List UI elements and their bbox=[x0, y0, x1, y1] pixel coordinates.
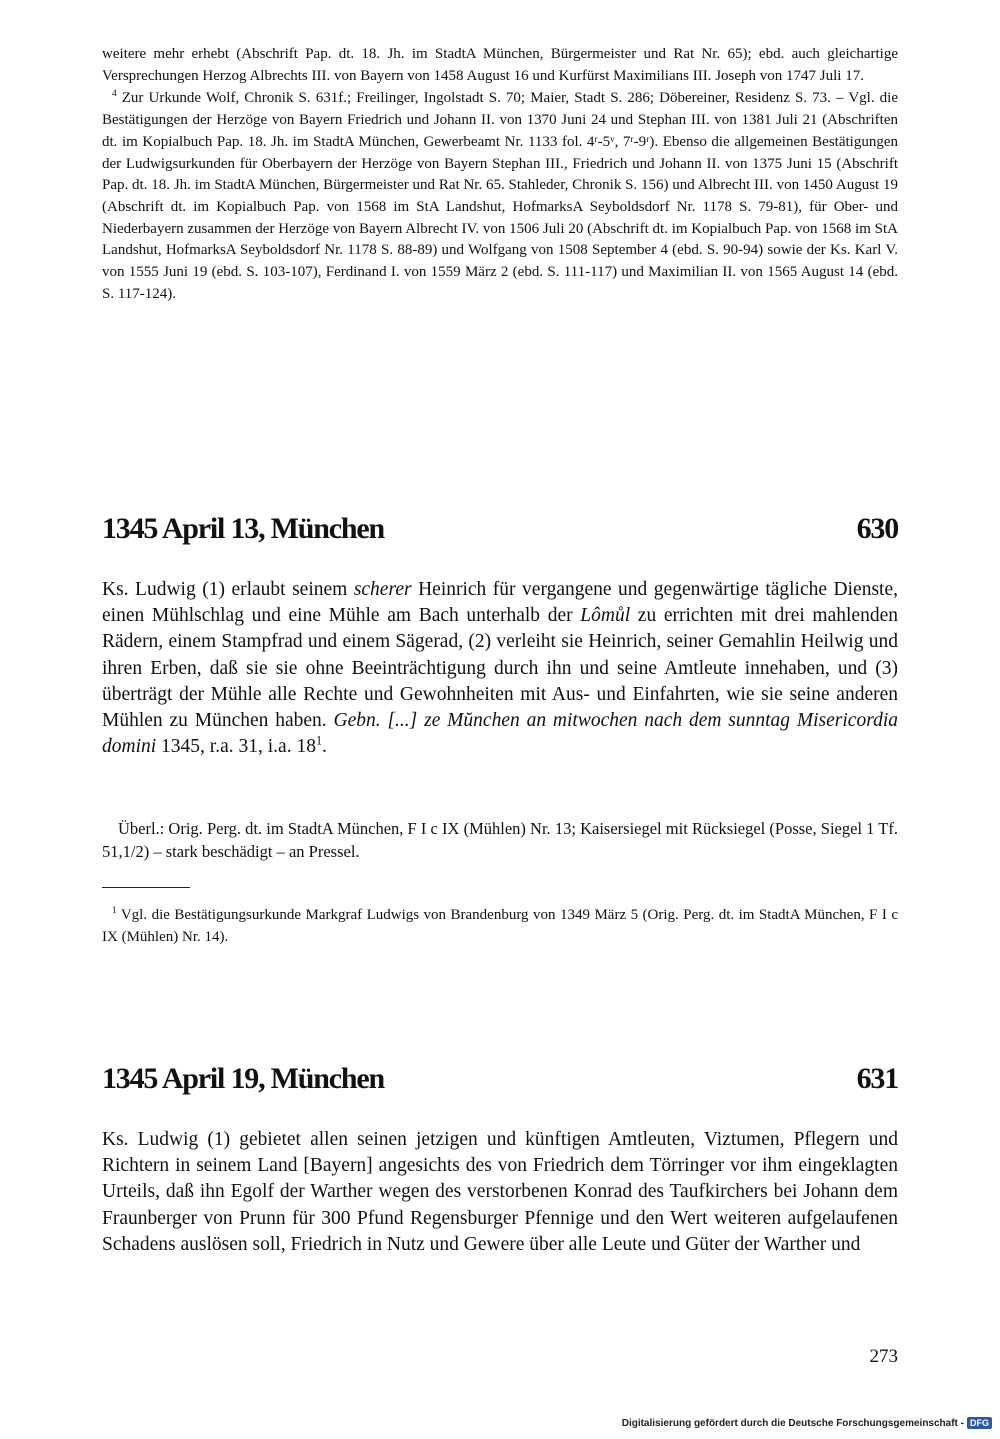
regest-text: 1345, r.a. 31, i.a. 18 bbox=[156, 736, 316, 758]
regest-text: Ks. Ludwig (1) erlaubt seinem bbox=[102, 579, 354, 600]
footnote-reference-1: 1 bbox=[315, 733, 322, 748]
dfg-footer-text: Digitalisierung gefördert durch die Deutsche Forschungsgemeinschaft - bbox=[621, 1417, 964, 1429]
footnote-4-text: Zur Urkunde Wolf, Chronik S. 631f.; Freilinger, Ingolstadt S. 70; Maier, Stadt S. 286; Döbereiner, Residenz S. 73. – Vgl. die Bestätigungen der Herzöge von Bayern Friedrich und Johann II. von 1370 Juni 24 und Stephan III. von 1381 Juli 21 (Abschriften dt. im Kopialbuch Pap. 18. Jh. im StadtA München, Gewerbeamt Nr. 1133 fol. 4ʳ-5ᵛ, 7ʳ-9ʳ). Ebenso die allgemeinen Bestätigungen der Ludwigsurkunden für Oberbayern der Herzöge von Bayern Stephan III., Friedrich und Johann II. von 1375 Juni 15 (Abschrift Pap. dt. 18. Jh. im StadtA München, Bürgermeister und Rat Nr. 65. Stahleder, Chronik S. 156) und Albrecht III. von 1450 August 19 (Abschrift dt. im Kopialbuch Pap. von 1568 im StA Landshut, HofmarksA Seyboldsdorf Nr. 1178 S. 79-81), für Ober- und Niederbayern zusammen der Herzöge von Bayern Albrecht IV. von 1506 Juli 20 (Abschrift dt. im Kopialbuch Pap. von 1568 im StA Landshut, HofmarksA Seyboldsdorf Nr. 1178 S. 88-89) und Wolfgang von 1508 September 4 (ebd. S. 90-94) sowie der Ks. Karl V. von 1555 Juni 19 (ebd. S. 103-107), Ferdinand I. von 1559 März 2 (ebd. S. 111-117) und Maximilian II. von 1565 August 14 (ebd. S. 117-124). bbox=[102, 90, 898, 302]
footnote-1-text: Vgl. die Bestätigungsurkunde Markgraf Ludwigs von Brandenburg von 1349 März 5 (Orig. Perg. dt. im StadtA München, F I c IX (Mühlen) Nr. 14). bbox=[102, 907, 898, 945]
regest-italic-place: Lômůl bbox=[580, 605, 631, 627]
footnote-4-mark: 4 bbox=[112, 89, 117, 100]
entry-630-heading bbox=[102, 512, 898, 546]
regest-text: Heinrich für vergangene und gegenwärtige tägliche Dienste, einen Mühlschlag und eine Mühle am Bach unterhalb der bbox=[102, 579, 898, 627]
footnote-4 bbox=[102, 88, 898, 305]
entry-631-regest: Ks. Ludwig (1) gebietet allen seinen jetzigen und künftigen Amtleuten, Viztumen, Pflegern und Richtern in seinem Land [Bayern] angesichts des von Friedrich dem Törringer vor ihm eingeklagten Urteils, daß ihn Egolf der Warther wegen des verstorbenen Konrad des Taufkirchers bei Johann dem Fraunberger von Prunn für 300 Pfund Regensburger Pfennige und den Wert weiteren aufgelaufenen Schadens auslösen soll, Friedrich in Nutz und Gewere über alle Leute und Güter der Warther und bbox=[102, 1129, 898, 1255]
page-number: 273 bbox=[869, 1346, 898, 1367]
entry-631-date-place: 1345 April 19, München bbox=[102, 1062, 384, 1095]
footnote-1-mark: 1 bbox=[112, 906, 117, 916]
entry-630-date-place: 1345 April 13, München bbox=[102, 512, 384, 545]
regest-italic-scherer: scherer bbox=[353, 579, 412, 600]
regest-text: zu errichten mit drei mahlenden Rädern, einem Stampfrad und einem Sägerad, (2) verleiht sie Heinrich, seiner Gemahlin Heilwig und ihren Erben, daß sie sie ohne Beeinträchtigung durch ihn und seine Amtleute innehaben, und (3) überträgt der Mühle alle Rechte und Gewohnheiten mit Aus- und Einfahrten, wie sie seine anderen Mühlen zu München haben. bbox=[102, 605, 898, 732]
entry-630-number: 630 bbox=[856, 512, 898, 545]
entry-630-ueberlieferung: Überl.: Orig. Perg. dt. im StadtA München, F I c IX (Mühlen) Nr. 13; Kaisersiegel mit Rücksiegel (Posse, Siegel 1 Tf. 51,1/2) – stark beschädigt – an Pressel. bbox=[102, 819, 898, 861]
dfg-logo: DFG bbox=[967, 1417, 992, 1429]
entry-630-footnote-1 bbox=[102, 905, 898, 948]
entry-631-number: 631 bbox=[856, 1062, 898, 1095]
regest-text: . bbox=[322, 736, 327, 758]
entry-630-regest bbox=[102, 577, 898, 760]
regest-italic-quote: Gebn. [...] ze Mŭnchen an mitwochen nach dem sunntag Misericordia domini bbox=[102, 710, 898, 758]
top-footnotes bbox=[102, 44, 898, 305]
footnote-divider bbox=[102, 887, 190, 888]
entry-631-heading bbox=[102, 1062, 898, 1096]
footnote-continuation: weitere mehr erhebt (Abschrift Pap. dt. 18. Jh. im StadtA München, Bürgermeister und Rat Nr. 65); ebd. auch gleichartige Versprechungen Herzog Albrechts III. von Bayern von 1458 August 16 und Kurfürst Maximilians III. Joseph von 1747 Juli 17. bbox=[102, 46, 898, 84]
dfg-footer bbox=[622, 1417, 992, 1429]
